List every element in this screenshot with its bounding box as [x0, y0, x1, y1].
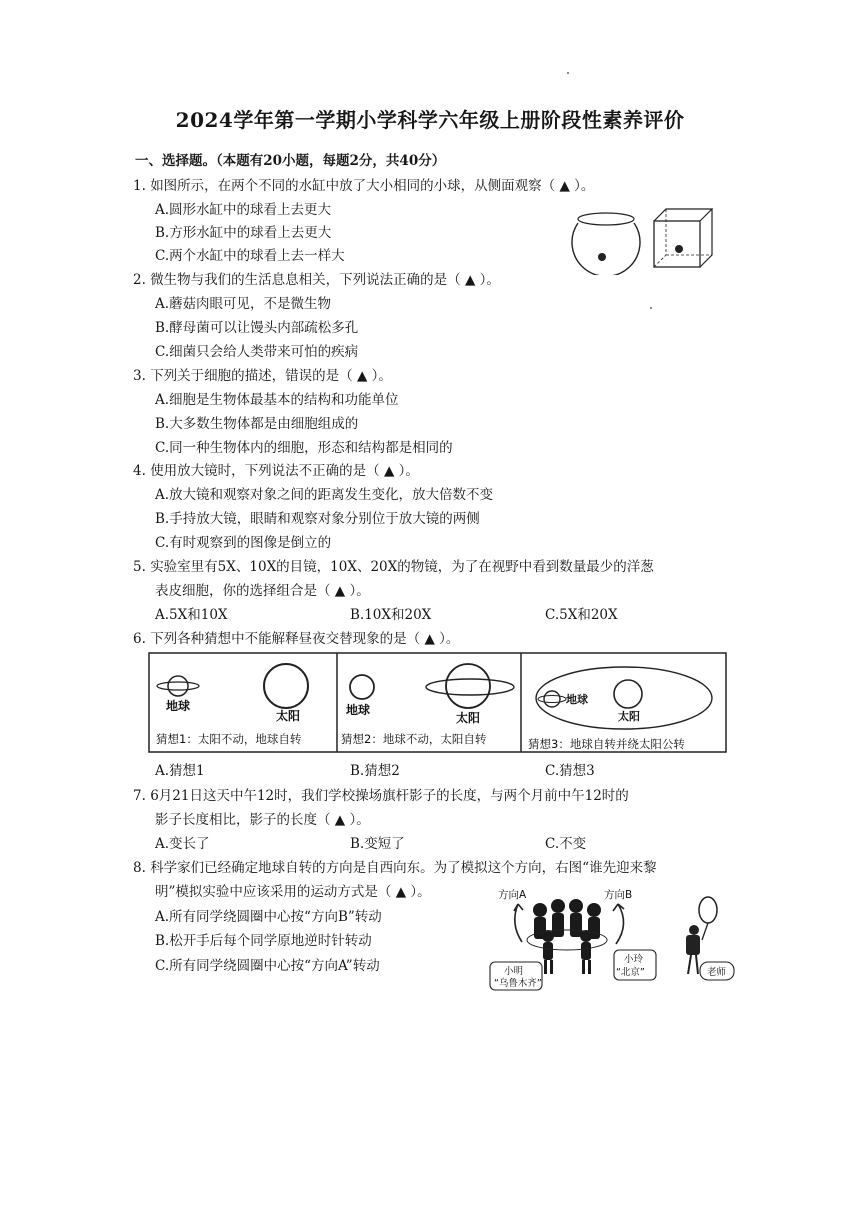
- question-number: 2.: [133, 272, 146, 288]
- question-stem: 科学家们已经确定地球自转的方向是自西向东。为了模拟这个方向，右图“谁先迎来黎: [150, 860, 657, 876]
- question-number: 5.: [133, 559, 146, 575]
- question-stem: 6月21日这天中午12时，我们学校操场旗杆影子的长度，与两个月前中午12时的: [150, 788, 629, 804]
- hypothesis-2-panel: [341, 664, 514, 746]
- question-7: [133, 787, 629, 805]
- direction-a-arrow: [515, 904, 522, 942]
- q1-option-a: A.圆形水缸中的球看上去更大: [155, 202, 332, 218]
- earth-label: 地球: [566, 693, 588, 706]
- scan-speck: [650, 307, 652, 309]
- section-heading: 一、选择题。（本题有20小题，每题2分，共40分）: [135, 153, 446, 169]
- q2-option-b: B.酵母菌可以让馒头内部疏松多孔: [155, 320, 359, 336]
- q2-option-a: A.蘑菇肉眼可见，不是微生物: [155, 296, 332, 312]
- question-8: [133, 859, 657, 877]
- q8-option-c: C.所有同学绕圆圈中心按“方向A”转动: [155, 958, 380, 974]
- q2-option-c: C.细菌只会给人类带来可怕的疾病: [155, 344, 359, 360]
- question-number: 6.: [133, 631, 146, 647]
- question-6: [133, 630, 459, 648]
- q4-option-b: B.手持放大镜，眼睛和观察对象分别位于放大镜的两侧: [155, 511, 480, 527]
- svg-text:“乌鲁木齐”: “乌鲁木齐”: [494, 978, 542, 989]
- q7-option-c: C.不变: [545, 836, 587, 852]
- question-stem: 下列关于细胞的描述，错误的是（ ▲ ）。: [150, 368, 392, 384]
- q3-option-a: A.细胞是生物体最基本的结构和功能单位: [155, 392, 399, 408]
- question-stem: 如图所示，在两个不同的水缸中放了大小相同的小球，从侧面观察（ ▲ ）。: [150, 178, 595, 194]
- question-stem: 下列各种猜想中不能解释昼夜交替现象的是（ ▲ ）。: [150, 631, 460, 647]
- svg-text:“北京”: “北京”: [616, 967, 645, 978]
- sun-label: 太阳: [618, 710, 640, 723]
- question-4: [133, 462, 419, 480]
- question-number: 1.: [133, 178, 146, 194]
- exam-title: 2024学年第一学期小学科学六年级上册阶段性素养评价: [175, 108, 685, 132]
- question-2: [133, 271, 500, 289]
- q4-option-c: C.有时观察到的图像是倒立的: [155, 535, 332, 551]
- question-stem: 使用放大镜时，下列说法不正确的是（ ▲ ）。: [150, 463, 419, 479]
- q1-option-c: C.两个水缸中的球看上去一样大: [155, 248, 345, 264]
- direction-b-label: 方向B: [604, 889, 633, 901]
- q3-option-b: B.大多数生物体都是由细胞组成的: [155, 416, 359, 432]
- xiaoming-label: [490, 962, 542, 990]
- hypothesis-3-panel: [528, 667, 712, 751]
- hypothesis-1-panel: [156, 664, 308, 746]
- teacher-label: 老师: [707, 967, 727, 978]
- q6-hypotheses-figure: [148, 652, 728, 754]
- xiaoling-label: [614, 950, 656, 980]
- q6-option-a: A.猜想1: [155, 763, 205, 779]
- q5-option-a: A.5X和10X: [155, 607, 228, 623]
- q8-circle-game-figure: [488, 884, 736, 992]
- sun-label: 太阳: [456, 711, 481, 725]
- earth-label: 地球: [166, 699, 191, 713]
- q3-option-c: C.同一种生物体内的细胞，形态和结构都是相同的: [155, 440, 453, 456]
- q4-option-a: A.放大镜和观察对象之间的距离发生变化，放大倍数不变: [155, 487, 494, 503]
- scan-speck: [567, 72, 569, 74]
- hypothesis-1-caption: 猜想1：太阳不动，地球自转: [156, 732, 302, 746]
- direction-b-arrow: [616, 904, 624, 944]
- q7-option-b: B.变短了: [350, 836, 405, 852]
- question-number: 7.: [133, 788, 146, 804]
- question-stem: 微生物与我们的生活息息相关，下列说法正确的是（ ▲ ）。: [150, 272, 500, 288]
- question-8-continued: 明”模拟实验中应该采用的运动方式是（ ▲ ）。: [155, 884, 431, 900]
- children-circle-drawing: [533, 899, 601, 974]
- direction-a-label: 方向A: [498, 889, 527, 901]
- q7-option-a: A.变长了: [155, 836, 210, 852]
- q1-option-b: B.方形水缸中的球看上去更大: [155, 225, 332, 241]
- question-stem: 实验室里有5X、10X的目镜，10X、20X的物镜，为了在视野中看到数量最少的洋葱: [150, 559, 654, 575]
- q8-option-a: A.所有同学绕圆圈中心按“方向B”转动: [155, 909, 382, 925]
- q6-option-c: C.猜想3: [545, 763, 595, 779]
- svg-text:小明: 小明: [504, 966, 524, 977]
- question-1: [133, 177, 594, 195]
- q5-option-b: B.10X和20X: [350, 607, 432, 623]
- hypothesis-3-caption: 猜想3：地球自转并绕太阳公转: [528, 737, 685, 751]
- q6-option-b: B.猜想2: [350, 763, 400, 779]
- question-7-continued: 影子长度相比，影子的长度（ ▲ ）。: [155, 812, 370, 828]
- question-5: [133, 558, 654, 576]
- q8-option-b: B.松开手后每个同学原地逆时针转动: [155, 933, 372, 949]
- question-3: [133, 367, 392, 385]
- question-5-continued: 表皮细胞，你的选择组合是（ ▲ ）。: [155, 583, 370, 599]
- question-number: 8.: [133, 860, 146, 876]
- q1-tanks-figure: [568, 205, 718, 275]
- hypothesis-2-caption: 猜想2：地球不动，太阳自转: [341, 732, 487, 746]
- earth-label: 地球: [346, 703, 371, 717]
- q5-option-c: C.5X和20X: [545, 607, 618, 623]
- teacher-drawing: [686, 897, 734, 980]
- sun-label: 太阳: [276, 709, 301, 723]
- question-number: 4.: [133, 463, 146, 479]
- svg-text:小玲: 小玲: [624, 954, 644, 965]
- square-tank-drawing: [654, 209, 712, 267]
- question-number: 3.: [133, 368, 146, 384]
- round-tank-drawing: [572, 213, 640, 275]
